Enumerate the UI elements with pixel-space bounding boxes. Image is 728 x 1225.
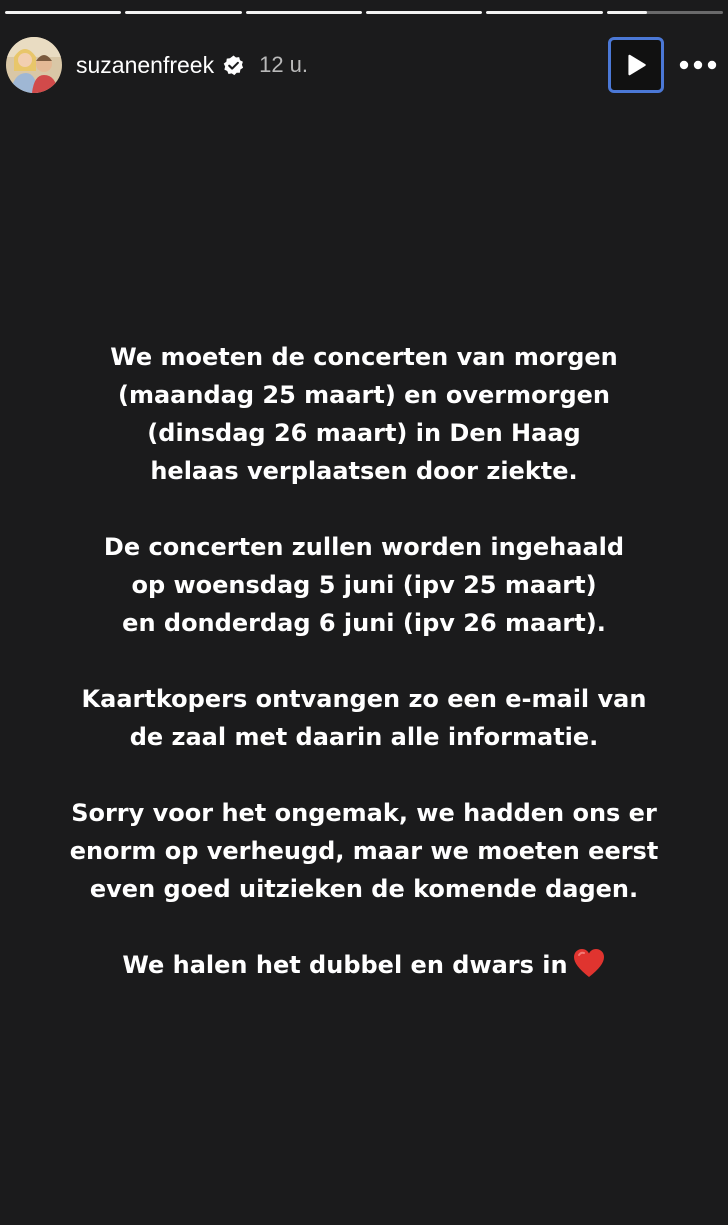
text-line: (dinsdag 26 maart) in Den Haag [147, 419, 581, 447]
progress-segment-5 [486, 11, 602, 14]
paragraph-ticket-info [0, 680, 728, 756]
username[interactable]: suzanenfreek [76, 51, 215, 78]
progress-segment-3 [246, 11, 362, 14]
text-line: op woensdag 5 juni (ipv 25 maart) [131, 571, 597, 599]
story-header [6, 36, 718, 94]
story-progress-bar [5, 11, 723, 14]
text-line: enorm op verheugd, maar we moeten eerst [69, 837, 659, 865]
progress-fill-2 [125, 11, 241, 14]
progress-fill-3 [246, 11, 362, 14]
play-icon [623, 52, 649, 78]
post-timestamp: 12 u. [259, 52, 309, 77]
red-heart-emoji-icon [572, 947, 606, 990]
text-line: even goed uitzieken de komende dagen. [89, 875, 639, 903]
text-line: en donderdag 6 juni (ipv 26 maart). [122, 609, 606, 637]
story-text-content [0, 338, 728, 1028]
play-button[interactable] [608, 37, 664, 93]
progress-fill-4 [366, 11, 482, 14]
text-line: helaas verplaatsen door ziekte. [150, 457, 578, 485]
verified-badge-icon [222, 54, 245, 77]
text-line: De concerten zullen worden ingehaald [103, 533, 625, 561]
progress-segment-2 [125, 11, 241, 14]
avatar[interactable] [6, 37, 62, 93]
progress-fill-1 [5, 11, 121, 14]
text-line: (maandag 25 maart) en overmorgen [118, 381, 610, 409]
text-line: de zaal met daarin alle informatie. [129, 723, 599, 751]
progress-segment-6 [607, 11, 723, 14]
paragraph-new-dates [0, 528, 728, 642]
progress-segment-4 [366, 11, 482, 14]
closing-text: We halen het dubbel en dwars in [122, 951, 568, 979]
progress-fill-5 [486, 11, 602, 14]
progress-segment-1 [5, 11, 121, 14]
paragraph-apology [0, 794, 728, 908]
text-line-closing [0, 946, 728, 990]
text-line: Sorry voor het ongemak, we hadden ons er [71, 799, 657, 827]
more-options-icon [679, 60, 717, 70]
paragraph-closing [0, 946, 728, 990]
paragraph-postponement [0, 338, 728, 490]
text-line: We moeten de concerten van morgen [110, 343, 618, 371]
more-options-button[interactable] [678, 50, 718, 80]
progress-fill-6 [607, 11, 648, 14]
text-line: Kaartkopers ontvangen zo een e-mail van [81, 685, 647, 713]
